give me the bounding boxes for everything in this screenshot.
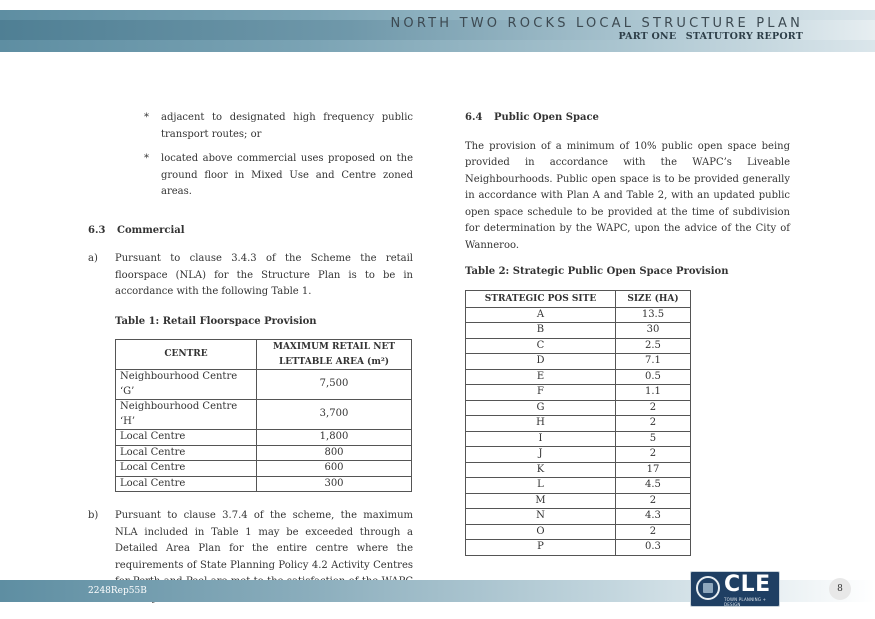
table-cell: 3,700 [257,400,412,430]
table-header-cell: STRATEGIC POS SITE [466,290,616,307]
table-cell: 600 [257,461,412,477]
bullet-symbol: * [144,153,149,164]
paragraph-label: a) [88,253,98,264]
table-cell: 7.1 [615,354,690,370]
table-cell: K [466,462,616,478]
table-cell: C [466,338,616,354]
table-cell: L [466,478,616,494]
bullet-item [88,151,413,201]
logo-wordmark: CLE [724,572,771,597]
left-column [88,110,413,607]
table-cell: Neighbourhood Centre ‘G’ [116,370,257,400]
table-cell: 17 [615,462,690,478]
table-row [466,369,691,385]
table-cell: 2 [615,400,690,416]
table-row [116,461,412,477]
paragraph-a [88,251,413,301]
table-row [466,323,691,339]
document-subtitle [613,31,803,42]
table-row [116,476,412,492]
document-reference: 2248Rep55B [88,586,147,596]
logo-tagline: TOWN PLANNING + DESIGN [724,597,767,607]
table-cell: 4.5 [615,478,690,494]
table-header-cell: MAXIMUM RETAIL NET LETTABLE AREA (m²) [257,340,412,370]
table-cell: M [466,493,616,509]
table-cell: 1.1 [615,385,690,401]
table-cell: O [466,524,616,540]
table-cell: Local Centre [116,430,257,446]
right-column [465,110,790,556]
document-title: NORTH TWO ROCKS LOCAL STRUCTURE PLAN [390,16,803,31]
table2-title: Table 2: Strategic Public Open Space Provision [465,266,729,277]
page-number: 8 [829,578,851,600]
report-label: STATUTORY REPORT [685,31,803,42]
table-cell: 800 [257,445,412,461]
retail-floorspace-table [115,339,412,492]
table-row [466,478,691,494]
table-cell: 300 [257,476,412,492]
table-cell: Local Centre [116,445,257,461]
bullet-text: adjacent to designated high frequency public transport routes; or [161,112,413,140]
table-cell: 2 [615,493,690,509]
table-row [116,445,412,461]
table-cell: 30 [615,323,690,339]
bullet-text: located above commercial uses proposed on the ground floor in Mixed Use and Centre zoned areas. [161,153,413,197]
table-cell: 4.3 [615,509,690,525]
section-heading-public-open-space [465,110,790,127]
table-row [466,385,691,401]
table-row [466,307,691,323]
section-number: 6.4 [465,112,483,123]
table-cell: 13.5 [615,307,690,323]
table-cell: J [466,447,616,463]
table-cell: E [466,369,616,385]
table-cell: H [466,416,616,432]
table-cell: F [466,385,616,401]
table-cell: 0.3 [615,540,690,556]
cle-logo [690,571,780,607]
table-cell: 2 [615,524,690,540]
table-header-cell: SIZE (HA) [615,290,690,307]
table-cell: P [466,540,616,556]
table-row [466,416,691,432]
bullet-item [88,110,413,143]
table1-title: Table 1: Retail Floorspace Provision [115,315,317,327]
table-cell: 1,800 [257,430,412,446]
table-cell: 0.5 [615,369,690,385]
section-heading-commercial [88,223,413,240]
table-cell: 2 [615,447,690,463]
bullet-symbol: * [144,112,149,123]
table-cell: Local Centre [116,461,257,477]
table-cell: 2 [615,416,690,432]
table-cell: G [466,400,616,416]
table-row [466,447,691,463]
table-row [466,354,691,370]
table-header-row [116,340,412,370]
table-cell: I [466,431,616,447]
table-cell: B [466,323,616,339]
section-number: 6.3 [88,224,106,236]
table-row [116,430,412,446]
pos-paragraph: The provision of a minimum of 10% public open space being provided in accordance with the WAPC’s Liveable Neighbourhoods. Public open space is to be provided generally in accordance with Plan A and Table 2, with an updated public open space schedule to be provided at the time of subdivision for determination by the WAPC, upon the advice of the City of Wanneroo. [465,140,790,251]
table-header-row [466,290,691,307]
table-row [116,400,412,430]
table-row [466,431,691,447]
part-label: PART ONE [618,31,677,42]
pos-provision-table [465,290,691,556]
paragraph-label: b) [88,510,99,521]
table-cell: A [466,307,616,323]
section-title: Commercial [117,224,185,236]
table-row [466,400,691,416]
table-row [466,540,691,556]
table-row [466,493,691,509]
paragraph-text: Pursuant to clause 3.4.3 of the Scheme the retail floorspace (NLA) for the Structure Plan is to be in accordance with the following Table 1. [115,253,413,297]
table-cell: 2.5 [615,338,690,354]
table-cell: Local Centre [116,476,257,492]
table-cell: N [466,509,616,525]
table-row [466,524,691,540]
table-cell: Neighbourhood Centre ‘H’ [116,400,257,430]
table-cell: 7,500 [257,370,412,400]
table-row [466,509,691,525]
section-title: Public Open Space [494,112,599,123]
paragraph-text: Pursuant to clause 3.7.4 of the scheme, the maximum NLA included in Table 1 may be exceeded through a Detailed Area Plan for the entire centre where the requirements of State Planning Policy 4.2 Activity Centres [115,510,413,571]
table-row [466,462,691,478]
table-cell: D [466,354,616,370]
table-row [466,338,691,354]
table-header-cell: CENTRE [116,340,257,370]
table-cell: 5 [615,431,690,447]
table-row [116,370,412,400]
logo-emblem-icon [696,576,720,600]
